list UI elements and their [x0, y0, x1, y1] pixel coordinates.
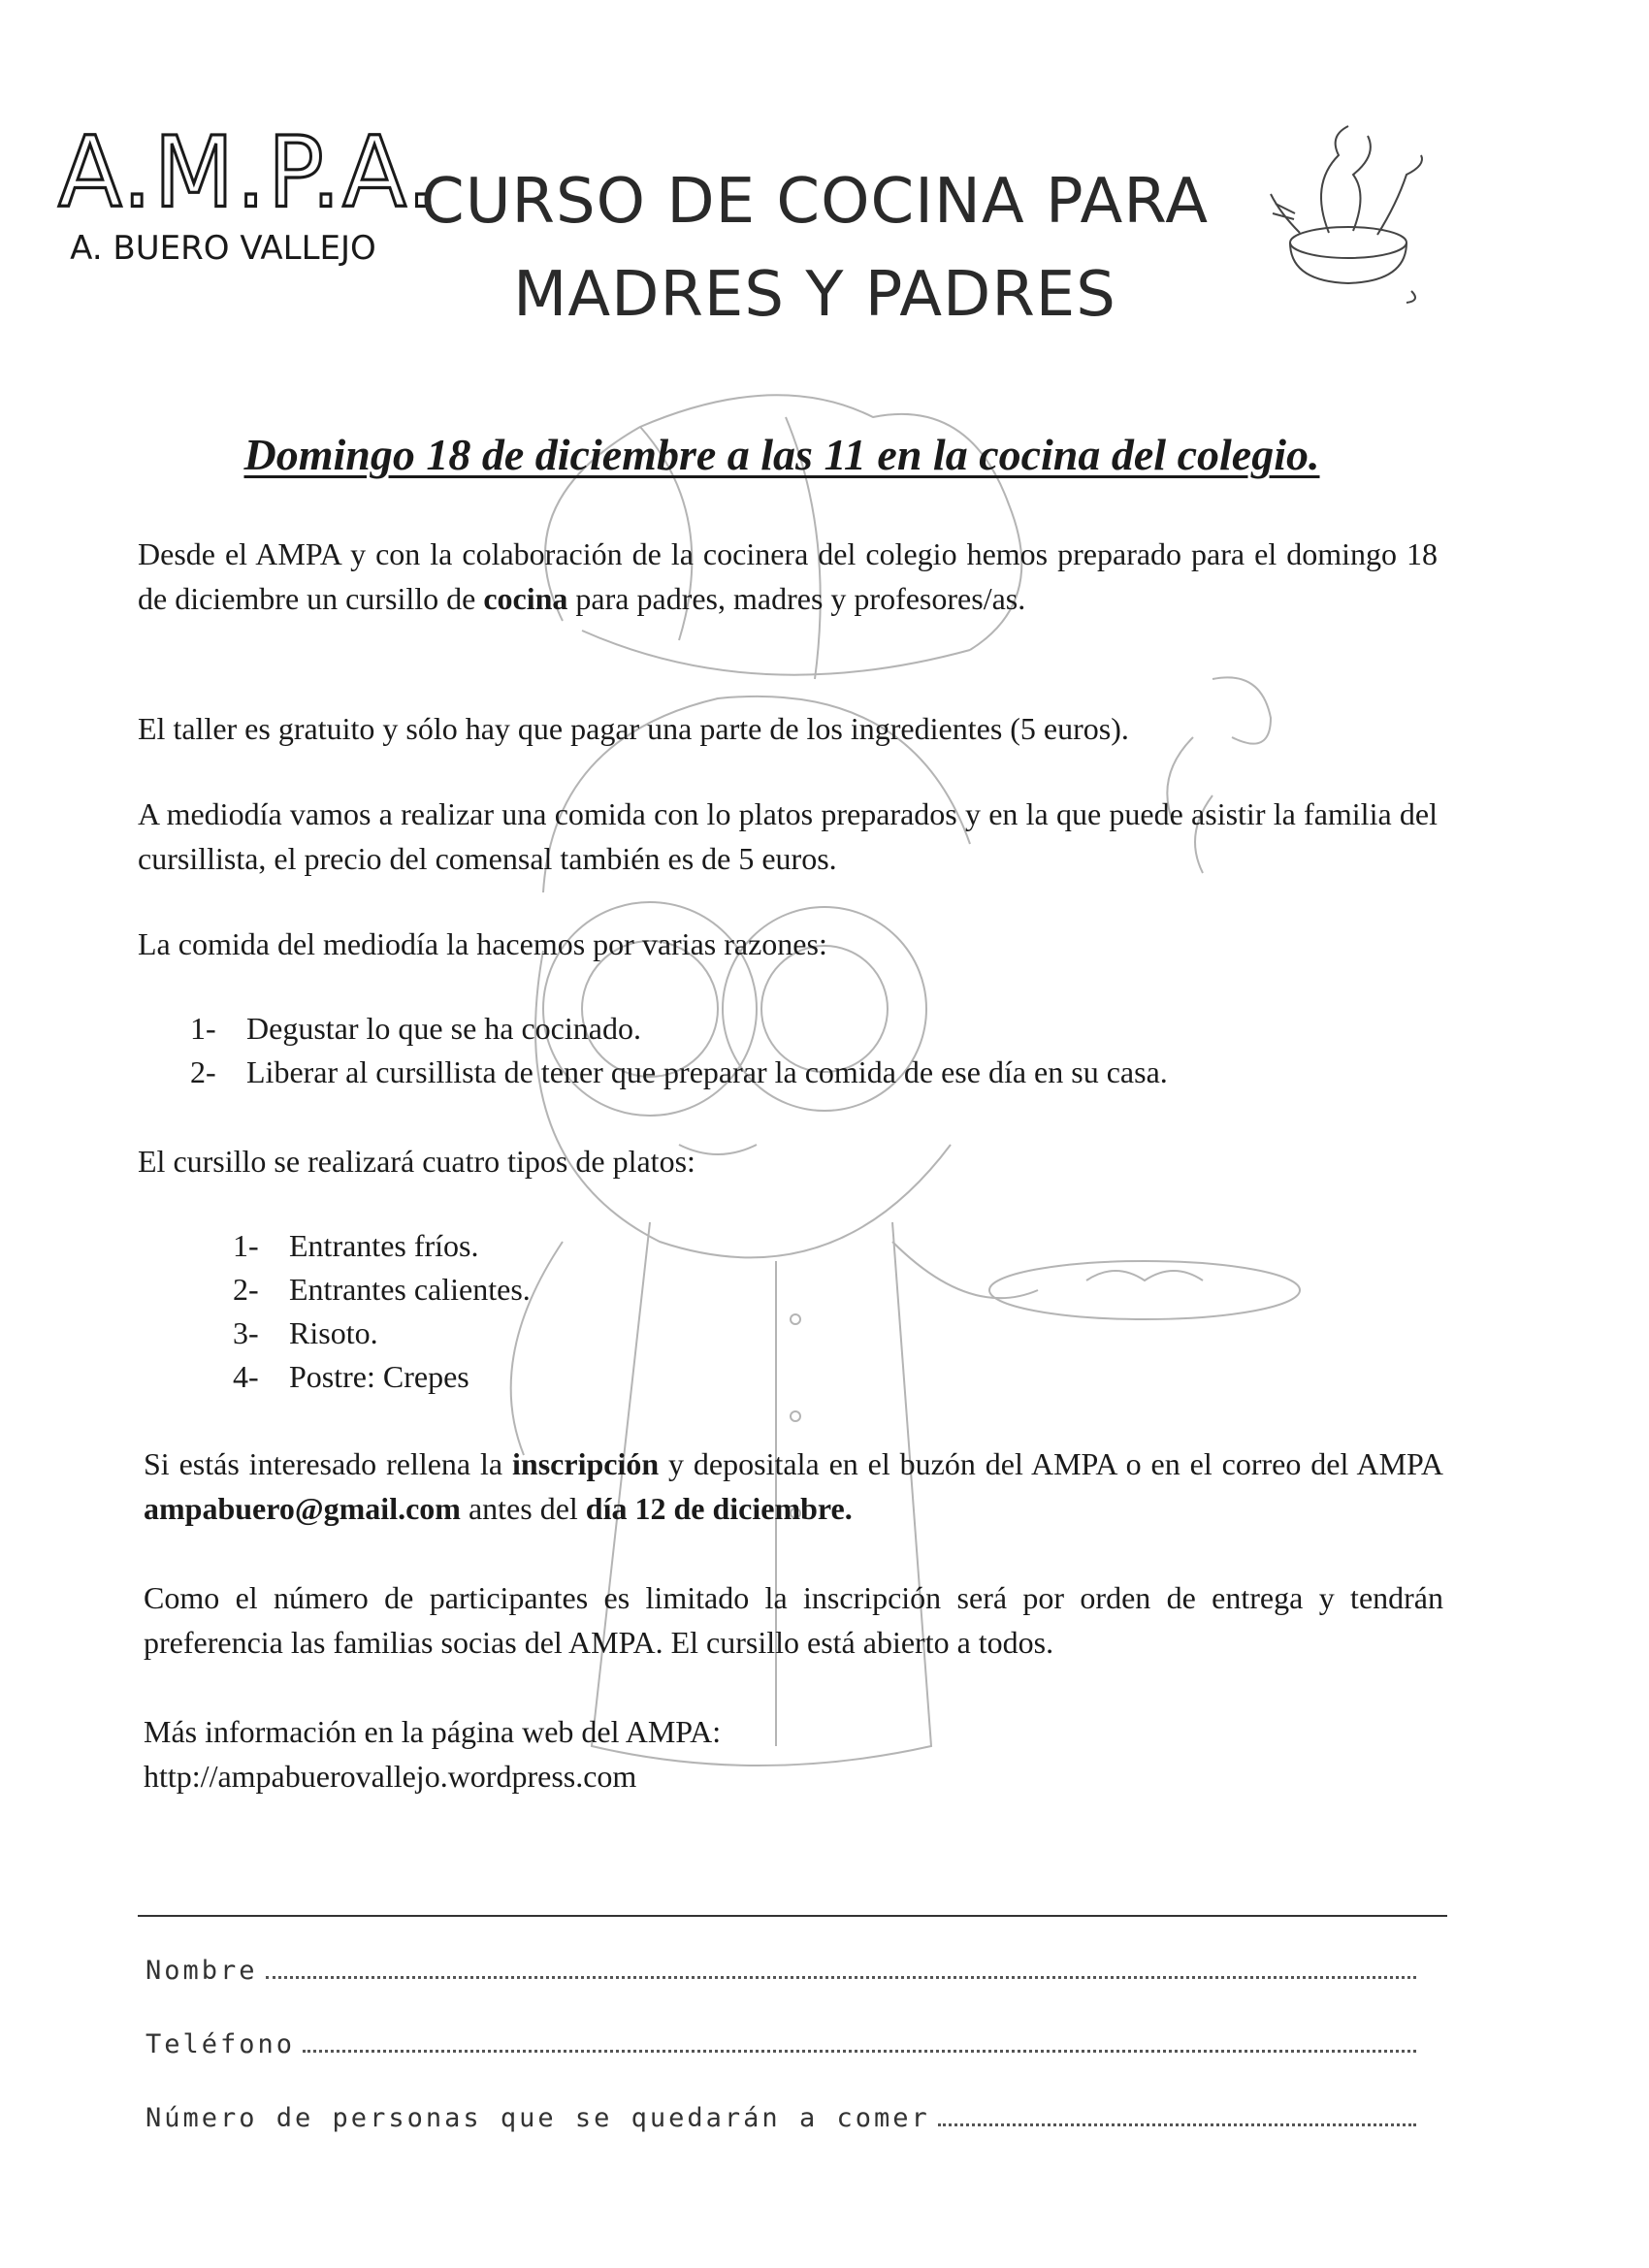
limitado-paragraph: Como el número de participantes es limitado la inscripción será por orden de entrega y tendrán preferencia las familias socias del AMPA. El cursillo está abierto a todos. [144, 1580, 1443, 1660]
cooking-pot-icon [1261, 116, 1436, 310]
personas-field[interactable] [146, 2103, 1416, 2133]
platos-list [233, 1224, 531, 1399]
personas-label: Número de personas que se quedarán a comer [146, 2103, 930, 2133]
list-item: 1- Degustar lo que se ha cocinado. [190, 1011, 641, 1046]
mas-info-text: Más información en la página web del AMPA: [144, 1714, 722, 1749]
list-item: 2- Liberar al cursillista de tener que preparar la comida de ese día en su casa. [190, 1054, 1168, 1089]
intro-bold: cocina [483, 581, 568, 616]
nombre-blank[interactable] [266, 1959, 1416, 1979]
title-line-2: MADRES Y PADRES [513, 259, 1116, 331]
inscripcion-paragraph: Si estás interesado rellena la inscripción y depositala en el buzón del AMPA o en el correo del AMPA ampabuero@gmail.com antes del día 12 de diciembre. [144, 1446, 1444, 1526]
taller-paragraph: El taller es gratuito y sólo hay que pagar una parte de los ingredientes (5 euros). [138, 711, 1129, 746]
list-item: 2- Entrantes calientes. [233, 1272, 531, 1307]
list-item: 1- Entrantes fríos. [233, 1228, 479, 1263]
nombre-label: Nombre [146, 1956, 258, 1986]
intro-paragraph [138, 532, 1438, 621]
intro-text-2: para padres, madres y profesores/as. [567, 581, 1026, 616]
event-date-heading: Domingo 18 de diciembre a las 11 en la cocina del colegio. [243, 430, 1320, 479]
title-line-1: CURSO DE COCINA PARA [421, 166, 1209, 238]
logo-subtitle: A. BUERO VALLEJO [70, 229, 376, 268]
personas-blank[interactable] [938, 2106, 1416, 2126]
website-url: http://ampabuerovallejo.wordpress.com [144, 1759, 637, 1794]
list-item: 4- Postre: Crepes [233, 1359, 469, 1394]
telefono-blank[interactable] [303, 2032, 1416, 2053]
form-divider [138, 1915, 1447, 1917]
logo-title: A.M.P.A. [58, 115, 438, 230]
mas-info-paragraph [144, 1709, 1443, 1798]
intro-text-1: Desde el AMPA y con la colaboración de la cocinera del colegio hemos preparado para el domingo 18 de diciembre un cursillo de [138, 536, 1438, 616]
email-address: ampabuero@gmail.com [144, 1491, 461, 1526]
ampa-logo [58, 115, 438, 268]
razones-list [190, 1007, 1168, 1094]
mediodia-paragraph: A mediodía vamos a realizar una comida con lo platos preparados y en la que puede asistir la familia del cursillista, el precio del comensal también es de 5 euros. [138, 796, 1438, 876]
telefono-label: Teléfono [146, 2029, 296, 2059]
list-item: 3- Risoto. [233, 1315, 378, 1350]
platos-intro: El cursillo se realizará cuatro tipos de platos: [138, 1144, 695, 1179]
deadline: día 12 de diciembre. [585, 1491, 853, 1526]
razones-intro: La comida del mediodía la hacemos por varias razones: [138, 926, 827, 961]
nombre-field[interactable] [146, 1956, 1416, 1986]
telefono-field[interactable] [146, 2029, 1416, 2059]
course-title [378, 155, 1251, 341]
